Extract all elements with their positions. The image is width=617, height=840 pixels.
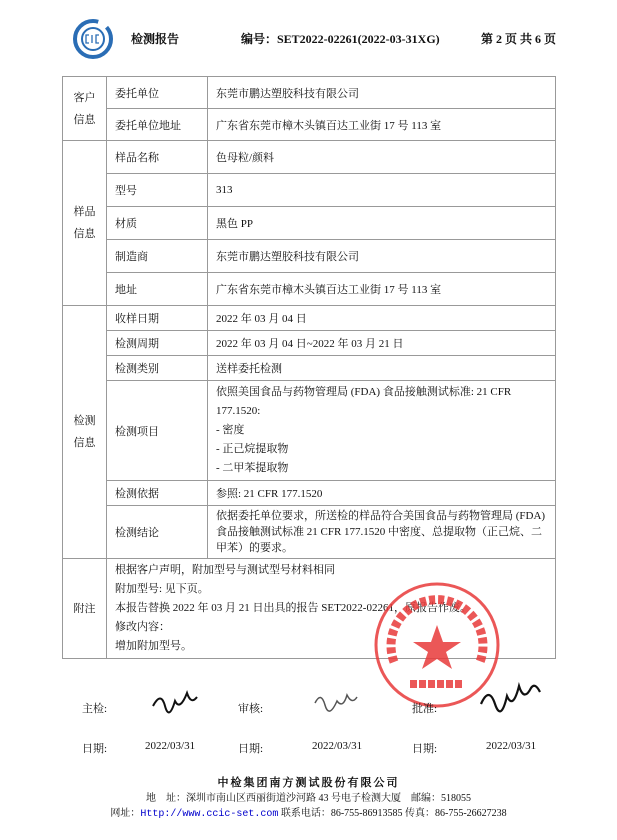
note-line: 根据客户声明，附加型号与测试型号材料相同 [115,564,335,576]
field-label: 检测依据 [107,481,208,506]
field-value: 色母粒/颜料 [208,141,556,174]
reviewer-date: 2022/03/31 [312,740,363,752]
date-label: 日期: [412,743,438,755]
approver-date: 2022/03/31 [486,740,537,752]
field-label: 型号 [107,174,208,207]
phone-fax: 联系电话：86-755-86913585 传真：86-755-26627238 [278,808,507,819]
field-label: 检测周期 [107,331,208,356]
test-item: - 正己烷提取物 [216,443,289,455]
reviewer-label: 审核: [238,703,264,715]
website-link[interactable]: Http://www.ccic-set.com [140,809,279,820]
field-value: 2022 年 03 月 04 日~2022 年 03 月 21 日 [208,331,556,356]
inspector-date: 2022/03/31 [145,740,196,752]
field-label: 样品名称 [107,141,208,174]
field-value: 2022 年 03 月 04 日 [208,306,556,331]
field-label: 检测项目 [107,381,208,481]
reviewer-signature [312,688,362,716]
field-value: 黑色 PP [208,207,556,240]
test-item: - 密度 [216,424,245,436]
field-value: 广东省东莞市樟木头镇百达工业街 17 号 113 室 [208,273,556,306]
field-value: 送样委托检测 [208,356,556,381]
field-label: 检测结论 [107,506,208,559]
group-client: 客户 信息 [63,77,107,141]
note-line: 本报告替换 2022 年 03 月 21 日出具的报告 SET2022-02261，原报告作废。 [115,602,471,614]
web-label: 网址： [110,808,141,819]
note-line: 附加型号: 见下页。 [115,583,209,595]
cic-logo [72,18,114,60]
date-label: 日期: [238,743,264,755]
note-line: 修改内容： [115,621,170,633]
field-value: 参照: 21 CFR 177.1520 [208,481,556,506]
report-number: 编号：SET2022-02261(2022-03-31XG) [241,32,440,46]
field-value: 313 [208,174,556,207]
inspector-label: 主检: [82,703,108,715]
test-item: - 二甲苯提取物 [216,462,289,474]
group-test: 检测 信息 [63,306,107,559]
test-conclusion: 依据委托单位要求，所送检的样品符合美国食品与药物管理局 (FDA) 食品接触测试标准 21 CFR 177.1520 中密度、总提取物（正己烷、二甲苯）的要求。 [208,506,556,559]
field-label: 检测类别 [107,356,208,381]
group-sample: 样品 信息 [63,141,107,306]
approver-label: 批准: [412,703,438,715]
field-label: 地址 [107,273,208,306]
inspector-signature [150,686,200,716]
footer-contact [0,806,617,822]
field-label: 材质 [107,207,208,240]
field-label: 委托单位 [107,77,208,109]
field-value: 东莞市鹏达塑胶科技有限公司 [208,240,556,273]
test-standard: 依照美国食品与药物管理局 (FDA) 食品接触测试标准: 21 CFR 177.1520: [216,386,512,417]
field-label: 制造商 [107,240,208,273]
field-label: 收样日期 [107,306,208,331]
approver-signature [478,682,543,716]
field-label: 委托单位地址 [107,109,208,141]
note-line: 增加附加型号。 [115,640,192,652]
doc-title: 检测报告 [131,32,180,46]
field-value: 广东省东莞市樟木头镇百达工业街 17 号 113 室 [208,109,556,141]
test-items [208,381,556,481]
field-value: 东莞市鹏达塑胶科技有限公司 [208,77,556,109]
page-indicator: 第 2 页 共 6 页 [480,32,556,46]
group-notes: 附注 [63,559,107,659]
footer-address: 地 址：深圳市南山区西丽街道沙河路 43 号电子检测大厦 邮编：518055 [146,793,471,804]
date-label: 日期: [82,743,108,755]
footer-company: 中检集团南方测试股份有限公司 [217,777,400,789]
report-table [62,76,556,659]
